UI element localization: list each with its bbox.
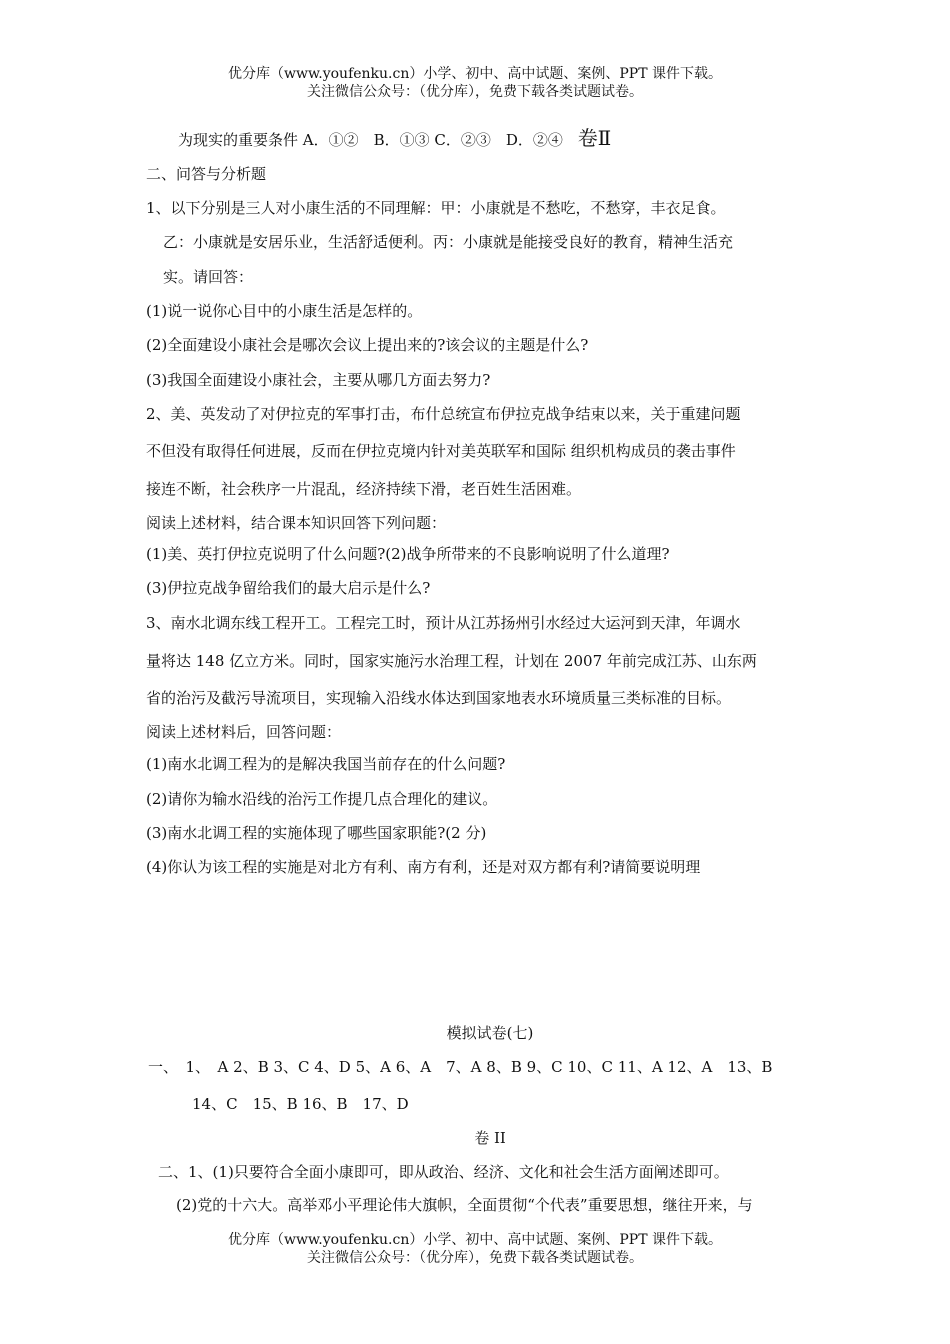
q1-line-1: 1、以下分别是三人对小康生活的不同理解：甲：小康就是不愁吃，不愁穿，丰衣足食。 <box>146 199 726 217</box>
answers-mc-line-2: 14、C 15、B 16、B 17、D <box>192 1095 409 1113</box>
section-2-title: 二、问答与分析题 <box>146 165 267 183</box>
footer-line-1: 优分库（www.youfenku.cn）小学、初中、高中试题、案例、PPT 课件下载。 <box>227 1232 722 1248</box>
q3-line-2: 量将达 148 亿立方米。同时，国家实施污水治理工程，计划在 2007 年前完成江苏、山东两 <box>146 652 757 670</box>
answers-mc-line-1: 一、 1、 A 2、B 3、C 4、D 5、A 6、A 7、A 8、B 9、C 10、C 11、A 12、A 13、B <box>148 1058 773 1076</box>
q1-line-2: 乙：小康就是安居乐业，生活舒适便利。丙：小康就是能接受良好的教育，精神生活充 <box>163 233 734 251</box>
footer-line-2: 关注微信公众号：（优分库），免费下载各类试题试卷。 <box>307 1250 643 1266</box>
q3-sub-3: (3)南水北调工程的实施体现了哪些国家职能?(2 分) <box>146 824 487 842</box>
answer-q1-part-2: (2)党的十六大。高举邓小平理论伟大旗帜，全面贯彻“个代表”重要思想，继往开来，与 <box>176 1196 753 1214</box>
juan-2-heading: 卷Ⅱ <box>577 126 612 150</box>
answer-q1-part-1: 二、1、(1)只要符合全面小康即可，即从政治、经济、文化和社会生活方面阐述即可。 <box>158 1163 729 1181</box>
q2-line-2: 不但没有取得任何进展，反而在伊拉克境内针对美英联军和国际 组织机构成员的袭击事件 <box>146 442 736 460</box>
q1-line-3: 实。请回答： <box>163 268 254 286</box>
q3-sub-1: (1)南水北调工程为的是解决我国当前存在的什么问题? <box>146 755 506 773</box>
q1-sub-1: (1)说一说你心目中的小康生活是怎样的。 <box>146 302 423 320</box>
answers-juan-2: 卷 II <box>474 1129 506 1147</box>
header-line-2: 关注微信公众号：（优分库），免费下载各类试题试卷。 <box>307 84 643 100</box>
q2-line-3: 接连不断，社会秩序一片混乱，经济持续下滑，老百姓生活困难。 <box>146 480 582 498</box>
q2-line-1: 2、美、英发动了对伊拉克的军事打击，布什总统宣布伊拉克战争结束以来，关于重建问题 <box>146 405 741 423</box>
q2-prompt: 阅读上述材料，结合课本知识回答下列问题： <box>146 514 447 532</box>
answers-title: 模拟试卷(七) <box>446 1024 534 1042</box>
header-line-1: 优分库（www.youfenku.cn）小学、初中、高中试题、案例、PPT 课件下载。 <box>227 66 722 82</box>
q3-sub-4: (4)你认为该工程的实施是对北方有利、南方有利，还是对双方都有利?请简要说明理 <box>146 858 701 876</box>
q2-sub-2: (3)伊拉克战争留给我们的最大启示是什么? <box>146 579 431 597</box>
options-text: 为现实的重要条件 A．①② B．①③ C．②③ D．②④ <box>178 131 563 149</box>
q3-line-3: 省的治污及截污导流项目，实现输入沿线水体达到国家地表水环境质量三类标准的目标。 <box>146 689 732 707</box>
q1-sub-2: (2)全面建设小康社会是哪次会议上提出来的?该会议的主题是什么? <box>146 336 589 354</box>
q2-sub-1: (1)美、英打伊拉克说明了什么问题?(2)战争所带来的不良影响说明了什么道理? <box>146 545 670 563</box>
q3-line-1: 3、南水北调东线工程开工。工程完工时，预计从江苏扬州引水经过大运河到天津，年调水 <box>146 614 741 632</box>
q3-prompt: 阅读上述材料后，回答问题： <box>146 723 342 741</box>
q1-sub-3: (3)我国全面建设小康社会，主要从哪几方面去努力? <box>146 371 491 389</box>
q3-sub-2: (2)请你为输水沿线的治污工作提几点合理化的建议。 <box>146 790 498 808</box>
options-line <box>178 128 611 150</box>
